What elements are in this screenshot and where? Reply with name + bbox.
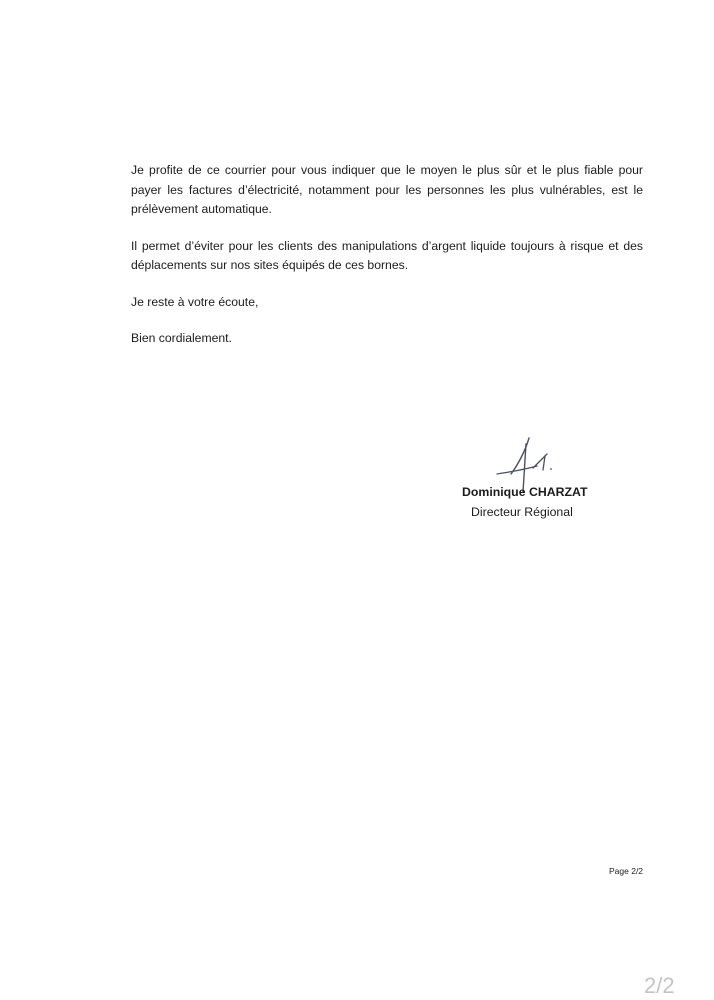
paragraph-listening: Je reste à votre écoute,	[131, 294, 259, 309]
paragraph-closing: Bien cordialement.	[131, 331, 232, 345]
signature-block	[455, 430, 625, 530]
signer-name: Dominique CHARZAT	[462, 485, 588, 499]
page-number: Page 2/2	[609, 866, 644, 876]
paragraph-cash-risk: Il permet d’éviter pour les clients des manipulations d’argent liquide toujours à risque et des déplacements sur nos sites équipés de ces bornes.	[131, 238, 643, 272]
letter-body	[131, 161, 643, 366]
paragraph-payment-method: Je profite de ce courrier pour vous indiquer que le moyen le plus sûr et le plus fiable pour payer les factures d’électricité, notamment pour les personnes les plus vulnérables, est le prélèvement automatique.	[131, 163, 643, 216]
signer-title: Directeur Régional	[471, 505, 573, 519]
viewer-page-counter: 2/2	[644, 973, 675, 998]
